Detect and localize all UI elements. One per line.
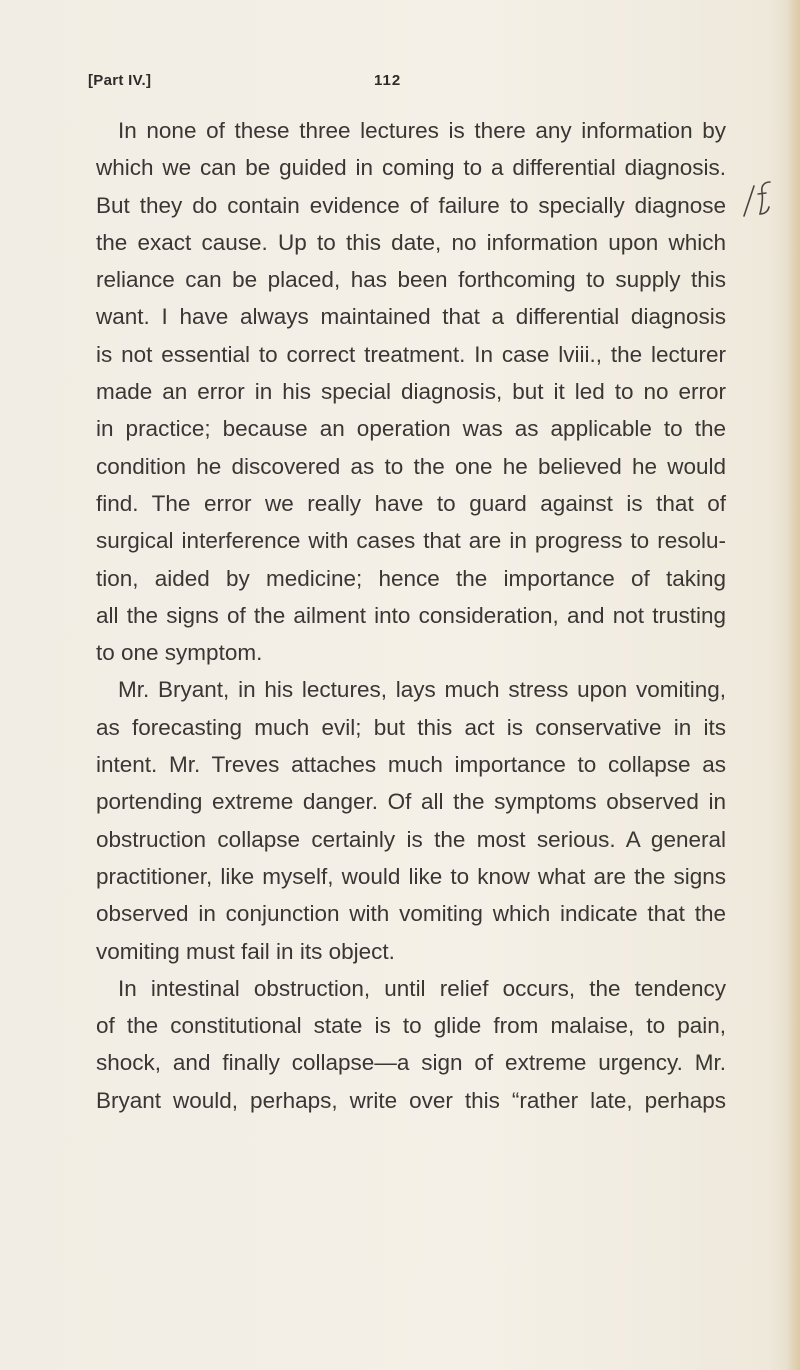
text-line: intent. Mr. Treves attaches much importance to collapse as [96,752,726,778]
text-line: is not essential to correct treatment. In case lviii., the lecturer [96,341,726,367]
text-line: But they do contain evidence of failure to specially diagnose [96,192,726,218]
text-line: vomiting must fail in its object. [96,938,395,964]
text-line: shock, and finally collapse—a sign of extreme urgency. Mr. [96,1050,726,1076]
part-label: [Part IV.] [88,72,152,89]
text-line: the exact cause. Up to this date, no information upon which [96,229,726,255]
text-line: which we can be guided in coming to a differential diagnosis. [96,155,726,181]
text-line: all the signs of the ailment into consideration, and not trusting [96,602,726,628]
body-text [96,112,726,1119]
text-line: find. The error we really have to guard against is that of [96,490,726,516]
text-line: tion, aided by medicine; hence the importance of taking [96,565,726,591]
text-line: made an error in his special diagnosis, but it led to no error [96,379,726,405]
text-line: Mr. Bryant, in his lectures, lays much stress upon vomiting, [118,677,726,703]
text-line: portending extreme danger. Of all the symptoms observed in [96,789,726,815]
text-line: practitioner, like myself, would like to know what are the signs [96,863,726,889]
text-line: Bryant would, perhaps, write over this “rather late, perhaps [96,1087,726,1113]
running-header [88,72,728,96]
handwritten-correction-mark-icon [740,176,776,224]
page-number: 112 [374,72,402,89]
text-line: want. I have always maintained that a differential diagnosis [96,304,726,330]
text-line: reliance can be placed, has been forthcoming to supply this [96,267,726,293]
text-line: as forecasting much evil; but this act is conservative in its [96,714,726,740]
text-line: to one symptom. [96,640,263,666]
text-line: of the constitutional state is to glide from malaise, to pain, [96,1013,726,1039]
text-line: in practice; because an operation was as applicable to the [96,416,726,442]
text-line: In none of these three lectures is there any information by [118,118,726,143]
text-line: surgical interference with cases that are in progress to resolu- [96,528,726,554]
text-line: obstruction collapse certainly is the most serious. A general [96,826,726,852]
text-line: condition he discovered as to the one he believed he would [96,453,726,479]
text-line: observed in conjunction with vomiting which indicate that the [96,901,726,927]
text-line: In intestinal obstruction, until relief occurs, the tendency [118,975,726,1001]
page-edge-shadow [786,0,800,1370]
